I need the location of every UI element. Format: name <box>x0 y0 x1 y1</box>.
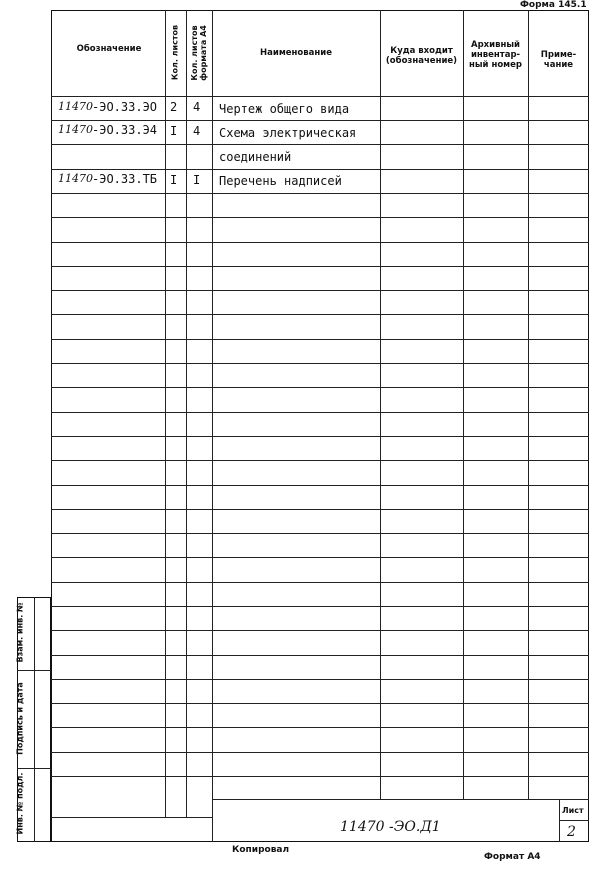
row-divider <box>51 582 589 583</box>
side-label-sign-date: Подпись и дата <box>15 682 25 755</box>
row-divider <box>51 606 589 607</box>
sheets-cell: I <box>170 124 178 138</box>
row-divider <box>51 169 589 170</box>
row-divider <box>51 703 589 704</box>
row-divider <box>51 193 589 194</box>
row-divider <box>51 557 589 558</box>
row-divider <box>51 776 589 777</box>
row-divider <box>51 120 589 121</box>
row-divider <box>51 242 589 243</box>
row-divider <box>51 533 589 534</box>
header-a4-count: Кол. листов формата А4 <box>190 25 208 81</box>
doc-number: 11470 -ЭО.Д1 <box>340 819 441 835</box>
row-divider <box>51 752 589 753</box>
form-label: Форма 145.1 <box>520 0 587 10</box>
row-divider <box>51 436 589 437</box>
row-divider <box>51 679 589 680</box>
row-divider <box>51 290 589 291</box>
designation-handwritten: 11470 <box>58 100 93 113</box>
row-divider <box>51 387 589 388</box>
name-cell: соединений <box>219 150 292 164</box>
format-label: Формат А4 <box>484 852 541 862</box>
row-divider <box>51 727 589 728</box>
row-divider <box>51 655 589 656</box>
row-divider <box>51 630 589 631</box>
row-divider <box>51 460 589 461</box>
name-cell: Чертеж общего вида <box>219 102 350 116</box>
sheets-cell: 2 <box>170 100 178 114</box>
header-note: Приме- чание <box>540 50 577 70</box>
a4-cell: 4 <box>193 100 201 114</box>
header-designation: Обозначение <box>76 44 142 54</box>
sheets-cell: I <box>170 173 178 187</box>
copied-label: Копировал <box>232 845 290 855</box>
row-divider <box>51 485 589 486</box>
header-archive-no: Архивный инвентар- ный номер <box>469 40 522 70</box>
header-name: Наименование <box>260 48 332 58</box>
row-divider <box>51 412 589 413</box>
side-label-inv-orig: Инв. № подл. <box>15 772 25 835</box>
sheet-label: Лист <box>562 806 584 815</box>
row-divider <box>51 314 589 315</box>
a4-cell: I <box>193 173 201 187</box>
header-where-used: Куда входит (обозначение) <box>385 46 458 66</box>
row-divider <box>51 339 589 340</box>
row-divider <box>51 363 589 364</box>
header-sheets-count: Кол. листов <box>170 24 180 81</box>
name-cell: Перечень надписей <box>219 174 342 188</box>
designation-handwritten: 11470 <box>58 172 93 185</box>
row-divider <box>51 144 589 145</box>
designation-handwritten: 11470 <box>58 123 93 136</box>
a4-cell: 4 <box>193 124 201 138</box>
designation-cell: -ЭО.33.Э4 <box>92 123 158 137</box>
name-cell: Схема электрическая <box>219 126 357 140</box>
row-divider <box>51 266 589 267</box>
side-label-inv-replace: Взам. инв. № <box>15 602 25 663</box>
designation-cell: -ЭО.33.ТБ <box>92 172 158 186</box>
row-divider <box>51 509 589 510</box>
sheet-number: 2 <box>567 824 576 840</box>
row-divider <box>51 217 589 218</box>
designation-cell: -ЭО.33.ЭО <box>92 100 158 114</box>
